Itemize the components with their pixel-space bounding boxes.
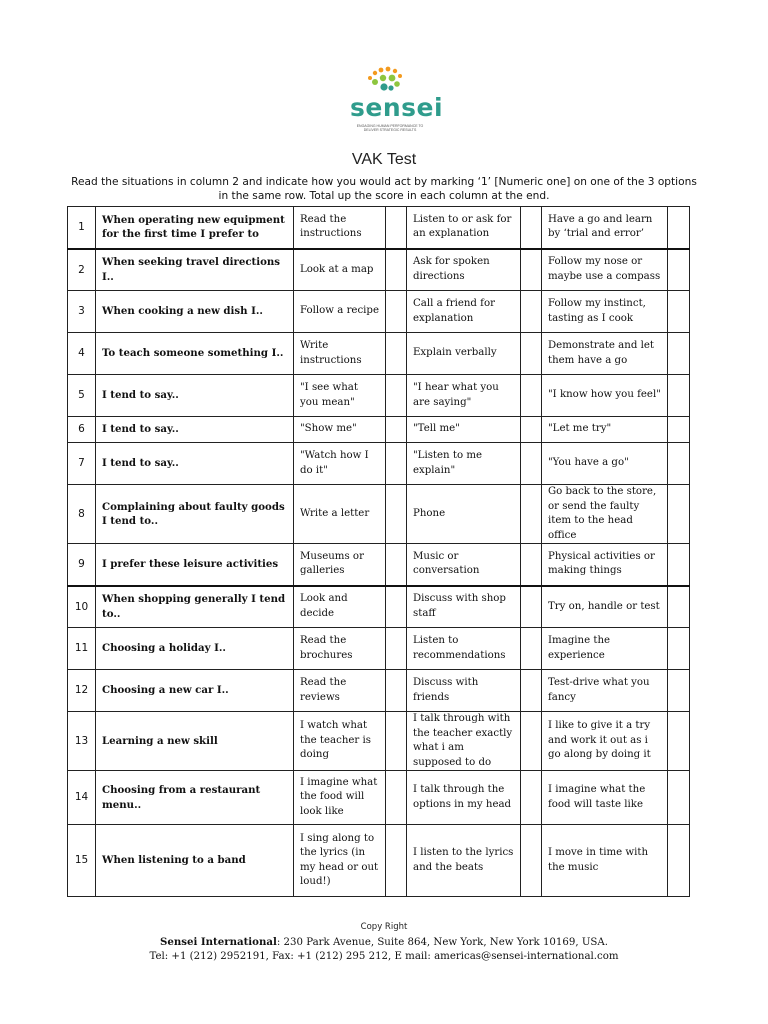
auditory-option-cell: Call a friend for explanation	[407, 291, 521, 333]
row-number: 10	[68, 586, 96, 628]
kinesthetic-score-box[interactable]	[668, 670, 690, 712]
visual-score-box[interactable]	[386, 825, 407, 897]
auditory-option-cell: I talk through with the teacher exactly what i am supposed to do	[407, 712, 521, 771]
table-row	[68, 333, 690, 375]
kinesthetic-score-box[interactable]	[668, 443, 690, 485]
kinesthetic-score-box[interactable]	[668, 825, 690, 897]
kinesthetic-option-cell: I imagine what the food will taste like	[542, 771, 668, 825]
visual-option-cell: Read the reviews	[294, 670, 386, 712]
visual-score-box[interactable]	[386, 249, 407, 291]
kinesthetic-score-box[interactable]	[668, 375, 690, 417]
auditory-score-box[interactable]	[521, 712, 542, 771]
auditory-option-cell: Listen to or ask for an explanation	[407, 207, 521, 249]
kinesthetic-option-cell: Have a go and learn by ‘trial and error’	[542, 207, 668, 249]
table-row	[68, 670, 690, 712]
auditory-score-box[interactable]	[521, 825, 542, 897]
kinesthetic-option-cell: "You have a go"	[542, 443, 668, 485]
row-number: 9	[68, 544, 96, 586]
auditory-score-box[interactable]	[521, 485, 542, 544]
visual-option-cell: Read the brochures	[294, 628, 386, 670]
auditory-score-box[interactable]	[521, 375, 542, 417]
visual-score-box[interactable]	[386, 417, 407, 443]
situation-cell: When cooking a new dish I..	[96, 291, 294, 333]
table-row	[68, 628, 690, 670]
kinesthetic-score-box[interactable]	[668, 586, 690, 628]
contact-line: Tel: +1 (212) 2952191, Fax: +1 (212) 295 212, E mail: americas@sensei-international.com	[149, 951, 619, 962]
vak-table	[67, 206, 690, 897]
auditory-option-cell: I talk through the options in my head	[407, 771, 521, 825]
row-number: 7	[68, 443, 96, 485]
auditory-option-cell: Phone	[407, 485, 521, 544]
kinesthetic-option-cell: Go back to the store, or send the faulty item to the head office	[542, 485, 668, 544]
auditory-score-box[interactable]	[521, 417, 542, 443]
situation-cell: I tend to say..	[96, 443, 294, 485]
auditory-option-cell: Discuss with shop staff	[407, 586, 521, 628]
visual-option-cell: I imagine what the food will look like	[294, 771, 386, 825]
table-row	[68, 712, 690, 771]
auditory-score-box[interactable]	[521, 544, 542, 586]
table-row	[68, 291, 690, 333]
row-number: 1	[68, 207, 96, 249]
row-number: 5	[68, 375, 96, 417]
table-row	[68, 249, 690, 291]
auditory-score-box[interactable]	[521, 249, 542, 291]
auditory-score-box[interactable]	[521, 291, 542, 333]
footer-address	[0, 935, 768, 964]
auditory-option-cell: Listen to recommendations	[407, 628, 521, 670]
kinesthetic-score-box[interactable]	[668, 417, 690, 443]
visual-score-box[interactable]	[386, 485, 407, 544]
kinesthetic-score-box[interactable]	[668, 333, 690, 375]
table-row	[68, 443, 690, 485]
situation-cell: When operating new equipment for the first time I prefer to	[96, 207, 294, 249]
kinesthetic-option-cell: "Let me try"	[542, 417, 668, 443]
kinesthetic-option-cell: Test-drive what you fancy	[542, 670, 668, 712]
kinesthetic-option-cell: Follow my nose or maybe use a compass	[542, 249, 668, 291]
table-row	[68, 417, 690, 443]
logo-dots-icon	[364, 66, 416, 96]
visual-score-box[interactable]	[386, 771, 407, 825]
visual-option-cell: I sing along to the lyrics (in my head or out loud!)	[294, 825, 386, 897]
kinesthetic-score-box[interactable]	[668, 291, 690, 333]
situation-cell: When listening to a band	[96, 825, 294, 897]
row-number: 2	[68, 249, 96, 291]
situation-cell: Learning a new skill	[96, 712, 294, 771]
auditory-option-cell: "Tell me"	[407, 417, 521, 443]
kinesthetic-option-cell: Try on, handle or test	[542, 586, 668, 628]
page-title: VAK Test	[351, 151, 417, 168]
visual-option-cell: Look and decide	[294, 586, 386, 628]
visual-option-cell: Write instructions	[294, 333, 386, 375]
visual-score-box[interactable]	[386, 291, 407, 333]
sensei-logo	[350, 66, 444, 136]
table-row	[68, 586, 690, 628]
table-row	[68, 544, 690, 586]
table-row	[68, 825, 690, 897]
situation-cell: I tend to say..	[96, 417, 294, 443]
visual-option-cell: "Show me"	[294, 417, 386, 443]
kinesthetic-option-cell: I like to give it a try and work it out as i go along by doing it	[542, 712, 668, 771]
row-number: 12	[68, 670, 96, 712]
situation-cell: I prefer these leisure activities	[96, 544, 294, 586]
visual-score-box[interactable]	[386, 586, 407, 628]
table-row	[68, 771, 690, 825]
table-row	[68, 207, 690, 249]
kinesthetic-score-box[interactable]	[668, 544, 690, 586]
auditory-score-box[interactable]	[521, 771, 542, 825]
visual-score-box[interactable]	[386, 443, 407, 485]
row-number: 13	[68, 712, 96, 771]
kinesthetic-score-box[interactable]	[668, 207, 690, 249]
visual-score-box[interactable]	[386, 628, 407, 670]
visual-option-cell: Look at a map	[294, 249, 386, 291]
copyright-line: Copy Right	[360, 922, 408, 932]
situation-cell: When seeking travel directions I..	[96, 249, 294, 291]
table-row	[68, 485, 690, 544]
auditory-score-box[interactable]	[521, 670, 542, 712]
kinesthetic-option-cell: Follow my instinct, tasting as I cook	[542, 291, 668, 333]
auditory-score-box[interactable]	[521, 628, 542, 670]
visual-score-box[interactable]	[386, 207, 407, 249]
auditory-option-cell: "Listen to me explain"	[407, 443, 521, 485]
visual-score-box[interactable]	[386, 375, 407, 417]
visual-score-box[interactable]	[386, 712, 407, 771]
visual-option-cell: Read the instructions	[294, 207, 386, 249]
row-number: 3	[68, 291, 96, 333]
situation-cell: Choosing a holiday I..	[96, 628, 294, 670]
auditory-option-cell: "I hear what you are saying"	[407, 375, 521, 417]
visual-score-box[interactable]	[386, 670, 407, 712]
row-number: 6	[68, 417, 96, 443]
street-address: : 230 Park Avenue, Suite 864, New York, New York 10169, USA.	[276, 937, 608, 948]
brand-tagline: ENGAGING HUMAN PERFORMANCE TO DELIVER STRATEGIC RESULTS	[356, 124, 424, 132]
auditory-option-cell: Discuss with friends	[407, 670, 521, 712]
brand-name: sensei	[350, 93, 444, 122]
auditory-option-cell: Ask for spoken directions	[407, 249, 521, 291]
row-number: 11	[68, 628, 96, 670]
auditory-score-box[interactable]	[521, 207, 542, 249]
situation-cell: To teach someone something I..	[96, 333, 294, 375]
visual-score-box[interactable]	[386, 333, 407, 375]
auditory-option-cell: I listen to the lyrics and the beats	[407, 825, 521, 897]
auditory-score-box[interactable]	[521, 443, 542, 485]
kinesthetic-score-box[interactable]	[668, 628, 690, 670]
kinesthetic-option-cell: I move in time with the music	[542, 825, 668, 897]
situation-cell: Choosing a new car I..	[96, 670, 294, 712]
kinesthetic-score-box[interactable]	[668, 771, 690, 825]
visual-option-cell: Follow a recipe	[294, 291, 386, 333]
visual-option-cell: "Watch how I do it"	[294, 443, 386, 485]
auditory-option-cell: Explain verbally	[407, 333, 521, 375]
situation-cell: When shopping generally I tend to..	[96, 586, 294, 628]
auditory-score-box[interactable]	[521, 586, 542, 628]
situation-cell: I tend to say..	[96, 375, 294, 417]
row-number: 15	[68, 825, 96, 897]
visual-option-cell: Museums or galleries	[294, 544, 386, 586]
row-number: 4	[68, 333, 96, 375]
kinesthetic-score-box[interactable]	[668, 249, 690, 291]
row-number: 8	[68, 485, 96, 544]
kinesthetic-score-box[interactable]	[668, 712, 690, 771]
auditory-score-box[interactable]	[521, 333, 542, 375]
kinesthetic-option-cell: Physical activities or making things	[542, 544, 668, 586]
situation-cell: Choosing from a restaurant menu..	[96, 771, 294, 825]
visual-option-cell: "I see what you mean"	[294, 375, 386, 417]
kinesthetic-option-cell: Demonstrate and let them have a go	[542, 333, 668, 375]
kinesthetic-option-cell: Imagine the experience	[542, 628, 668, 670]
visual-score-box[interactable]	[386, 544, 407, 586]
kinesthetic-option-cell: "I know how you feel"	[542, 375, 668, 417]
company-name: Sensei International	[159, 936, 277, 948]
visual-option-cell: Write a letter	[294, 485, 386, 544]
situation-cell: Complaining about faulty goods I tend to..	[96, 485, 294, 544]
auditory-option-cell: Music or conversation	[407, 544, 521, 586]
table-row	[68, 375, 690, 417]
instructions-text: Read the situations in column 2 and indicate how you would act by marking ‘1’ [Numeric one] on one of the 3 options in the same row. Total up the score in each column at the end.	[71, 176, 697, 202]
kinesthetic-score-box[interactable]	[668, 485, 690, 544]
visual-option-cell: I watch what the teacher is doing	[294, 712, 386, 771]
row-number: 14	[68, 771, 96, 825]
